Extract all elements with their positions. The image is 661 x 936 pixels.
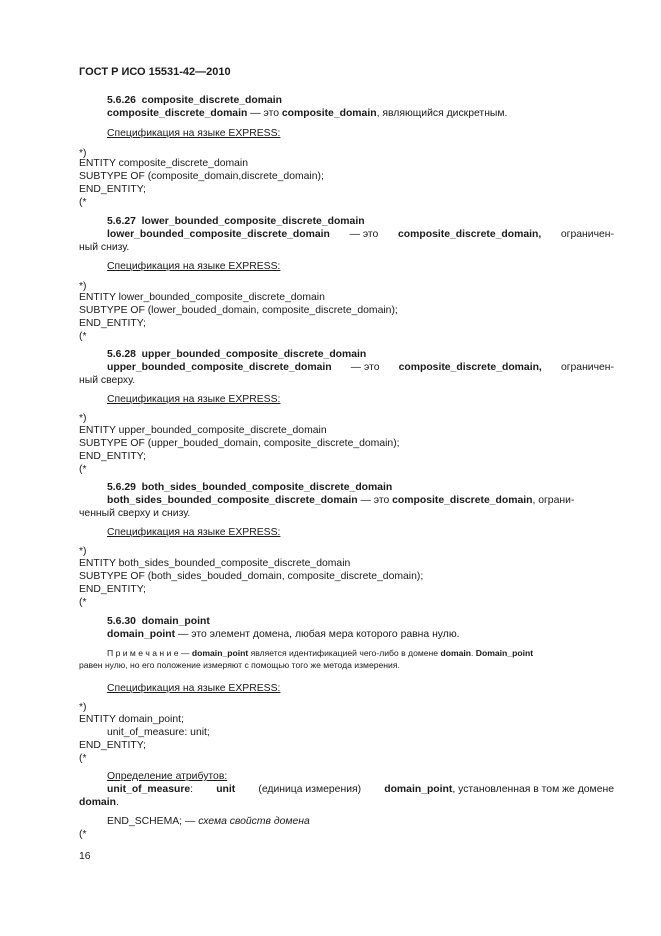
- code-line: *): [79, 546, 87, 557]
- attributes-heading: Определение атрибутов:: [107, 771, 228, 782]
- definition-ref: composite_discrete_domain,: [398, 362, 542, 373]
- code-line: SUBTYPE OF (composite_domain,discrete_domain);: [79, 171, 324, 182]
- code-line: (*: [79, 829, 87, 840]
- section-heading-5-6-30: [107, 615, 210, 628]
- code-line: *): [79, 702, 87, 713]
- section-number: 5.6.29: [107, 482, 136, 493]
- code-line: END_ENTITY;: [79, 184, 146, 195]
- section-title: domain_point: [141, 616, 210, 627]
- attribute-text: :: [190, 784, 194, 795]
- section-number: 5.6.28: [107, 349, 136, 360]
- section-heading-5-6-29: [107, 481, 392, 494]
- code-line: ENTITY lower_bounded_composite_discrete_domain: [79, 292, 325, 303]
- definition: [107, 107, 507, 120]
- definition-continued: ченный сверху и снизу.: [79, 508, 191, 519]
- code-line: ENTITY both_sides_bounded_composite_discrete_domain: [79, 558, 351, 569]
- code-line: (*: [79, 464, 87, 475]
- express-spec-label: Спецификация на языке EXPRESS:: [107, 128, 281, 139]
- section-title: lower_bounded_composite_discrete_domain: [141, 216, 365, 227]
- code-line: (*: [79, 753, 87, 764]
- definition-text: — это элемент домена, любая мера которого равна нулю.: [175, 629, 460, 640]
- code-line: *): [79, 281, 87, 292]
- end-schema-comment: схема свойств домена: [198, 816, 310, 827]
- definition-ref: composite_domain: [281, 108, 377, 119]
- definition-text: — это: [350, 362, 380, 373]
- code-line: *): [79, 413, 87, 424]
- definition-text: , являющийся дискретным.: [376, 108, 508, 119]
- section-number: 5.6.27: [107, 216, 136, 227]
- page-number: 16: [79, 851, 91, 862]
- note-continued: равен нулю, но его положение измеряют с помощью того же метода измерения.: [79, 660, 400, 670]
- definition-term: upper_bounded_composite_discrete_domain: [107, 362, 332, 373]
- code-line: END_ENTITY;: [79, 584, 146, 595]
- code-line: SUBTYPE OF (upper_bouded_domain, composite_discrete_domain);: [79, 438, 400, 449]
- note-text: .: [471, 648, 474, 658]
- code-line: SUBTYPE OF (lower_bouded_domain, composite_discrete_domain);: [79, 305, 398, 316]
- end-schema: [107, 815, 310, 828]
- section-heading-5-6-28: [107, 348, 366, 361]
- code-line: unit_of_measure: unit;: [107, 727, 210, 738]
- end-schema-code: END_SCHEMA; —: [107, 816, 199, 827]
- definition-term: composite_discrete_domain: [107, 108, 248, 119]
- definition-text: ограничен-: [560, 362, 614, 373]
- definition-term: both_sides_bounded_composite_discrete_domain: [107, 495, 358, 506]
- attribute-term: unit_of_measure: [107, 784, 191, 795]
- definition-text: — это: [247, 108, 282, 119]
- code-line: (*: [79, 197, 87, 208]
- attribute-definition-continued: [79, 796, 119, 809]
- code-line: END_ENTITY;: [79, 451, 146, 462]
- definition-continued: ный сверху.: [79, 375, 136, 386]
- attribute-text: (единица измерения): [258, 784, 362, 795]
- definition-ref: composite_discrete_domain: [392, 495, 533, 506]
- definition: [107, 361, 614, 374]
- attribute-text: , установленная в том же домене: [452, 784, 614, 795]
- note-ref: domain: [440, 648, 472, 658]
- code-line: *): [79, 148, 87, 159]
- definition: [107, 628, 460, 641]
- note-text: является идентификацией чего-либо в домене: [248, 648, 441, 658]
- definition-term: domain_point: [107, 629, 176, 640]
- definition-term: lower_bounded_composite_discrete_domain: [107, 229, 330, 240]
- express-spec-label: Спецификация на языке EXPRESS:: [107, 527, 281, 538]
- code-line: ENTITY domain_point;: [79, 714, 184, 725]
- code-line: (*: [79, 331, 87, 342]
- section-number: 5.6.30: [107, 616, 136, 627]
- definition-continued: ный снизу.: [79, 242, 130, 253]
- code-line: ENTITY upper_bounded_composite_discrete_domain: [79, 425, 327, 436]
- section-heading-5-6-26: [107, 94, 282, 107]
- express-spec-label: Спецификация на языке EXPRESS:: [107, 683, 281, 694]
- section-heading-5-6-27: [107, 215, 365, 228]
- attribute-text: .: [115, 797, 119, 808]
- section-number: 5.6.26: [107, 95, 136, 106]
- attribute-unit: unit: [216, 784, 236, 795]
- express-spec-label: Спецификация на языке EXPRESS:: [107, 261, 281, 272]
- section-title: composite_discrete_domain: [141, 95, 282, 106]
- definition-ref: composite_discrete_domain,: [398, 229, 542, 240]
- definition: [107, 228, 614, 241]
- document-id: ГОСТ Р ИСО 15531-42—2010: [79, 66, 231, 78]
- note-ref: Domain_point: [475, 648, 534, 658]
- attribute-ref: domain: [79, 797, 116, 808]
- code-line: END_ENTITY;: [79, 318, 146, 329]
- definition-text: — это: [357, 495, 393, 506]
- note-label: П р и м е ч а н и е —: [107, 648, 190, 658]
- code-line: (*: [79, 597, 87, 608]
- definition-text: , ограни-: [532, 495, 575, 506]
- code-line: SUBTYPE OF (both_sides_bouded_domain, composite_discrete_domain);: [79, 571, 424, 582]
- code-line: END_ENTITY;: [79, 740, 146, 751]
- attribute-definition: [107, 783, 614, 796]
- note-term: domain_point: [191, 648, 249, 658]
- express-spec-label: Спецификация на языке EXPRESS:: [107, 394, 281, 405]
- definition: [107, 494, 574, 507]
- definition-text: — это: [349, 229, 379, 240]
- attribute-ref: domain_point: [384, 784, 453, 795]
- code-line: ENTITY composite_discrete_domain: [79, 158, 249, 169]
- section-title: upper_bounded_composite_discrete_domain: [141, 349, 367, 360]
- definition-text: ограничен-: [560, 229, 614, 240]
- section-title: both_sides_bounded_composite_discrete_domain: [141, 482, 393, 493]
